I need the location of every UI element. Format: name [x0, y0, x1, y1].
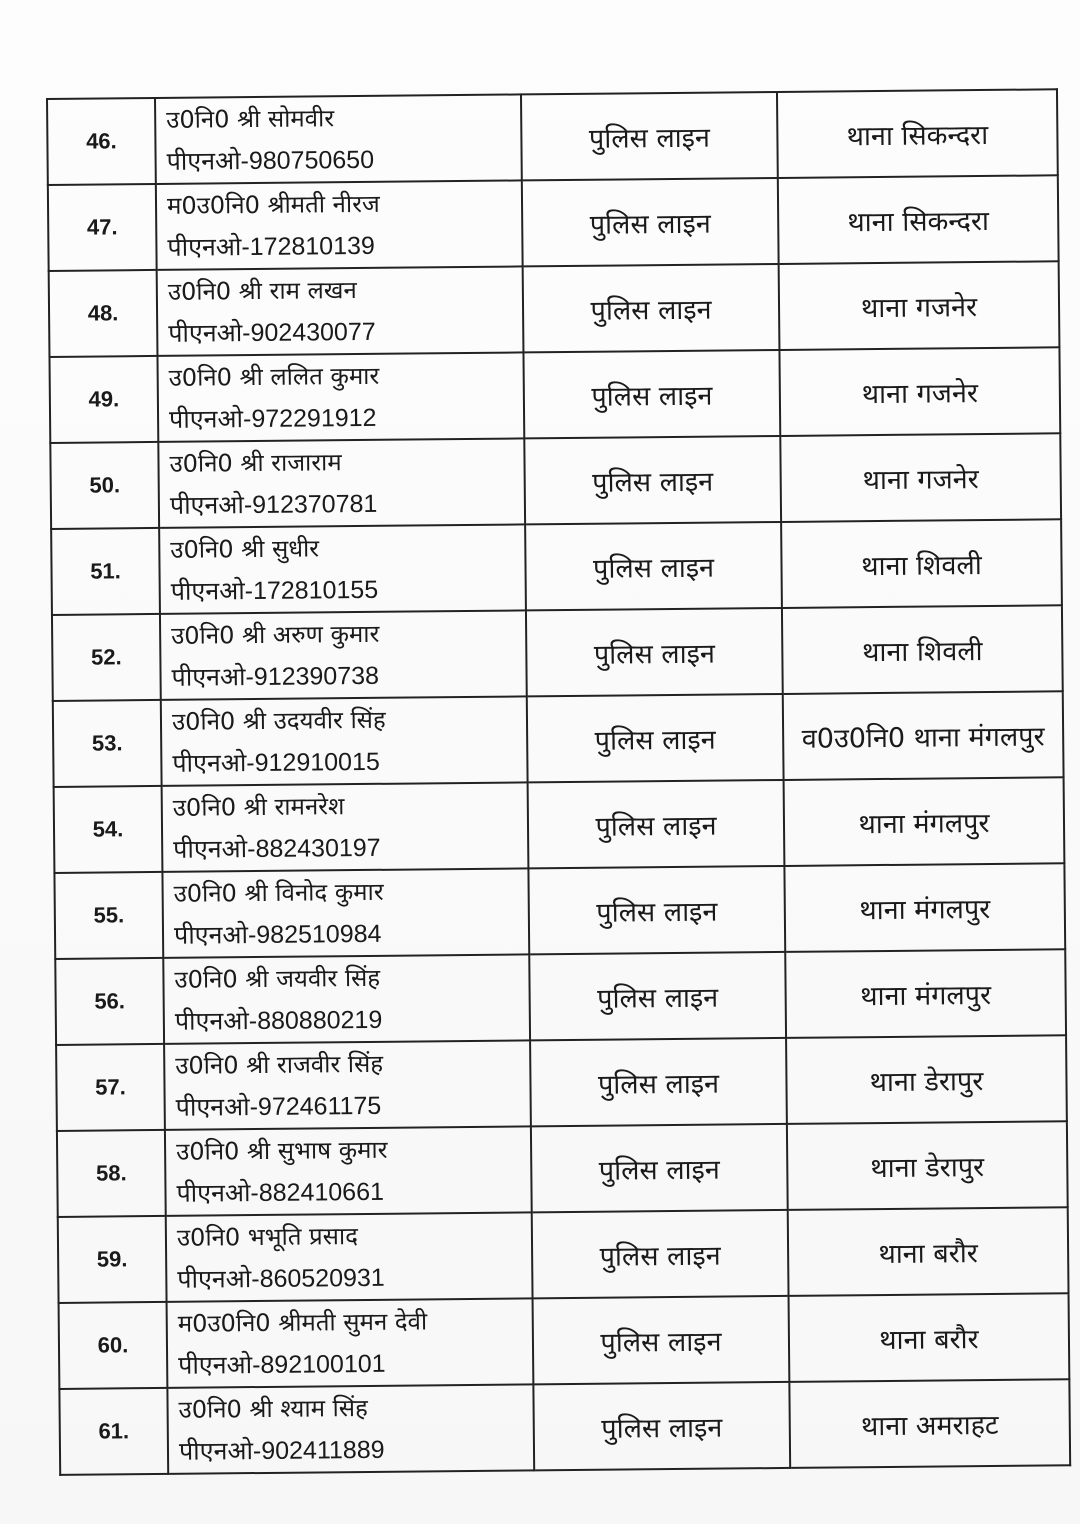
posted-from-cell: पुलिस लाइन: [523, 350, 780, 438]
posted-from-cell: पुलिस लाइन: [524, 436, 781, 524]
officer-cell: [161, 696, 528, 786]
officer-cell: [166, 1212, 533, 1302]
officer-name: उ0नि0 श्री राजवीर सिंह: [175, 1049, 384, 1080]
serial-number-cell: 52.: [52, 614, 161, 701]
officer-name: उ0नि0 श्री अरुण कुमार: [171, 619, 380, 650]
posted-to-cell: थाना बरौर: [789, 1293, 1070, 1382]
officer-name: उ0नि0 श्री श्याम सिंह: [178, 1393, 368, 1424]
posted-to-cell: थाना मंगलपुर: [784, 777, 1065, 866]
posted-from-cell: पुलिस लाइन: [532, 1210, 789, 1298]
posted-from-cell: पुलिस लाइन: [530, 1038, 787, 1126]
officer-name: उ0नि0 श्री उदयवीर सिंह: [171, 705, 386, 736]
posted-from-cell: पुलिस लाइन: [533, 1382, 790, 1470]
posted-to-cell: थाना अमराहट: [789, 1379, 1070, 1468]
transfer-list-sheet: [46, 88, 1069, 1476]
serial-number-cell: 55.: [54, 872, 163, 959]
officer-pno: पीएनओ-902430077: [168, 317, 376, 348]
posted-from-cell: पुलिस लाइन: [529, 952, 786, 1040]
table-row: [50, 433, 1061, 529]
officer-cell: [165, 1126, 532, 1216]
table-row: [48, 175, 1059, 271]
officer-cell: [164, 1040, 531, 1130]
officer-pno: पीएनओ-892100101: [178, 1349, 386, 1380]
table-row: [59, 1379, 1070, 1475]
officer-name: उ0नि0 श्री राम लखन: [167, 276, 357, 306]
serial-number-cell: 48.: [49, 270, 158, 357]
officer-pno: पीएनओ-912910015: [172, 747, 380, 778]
posted-to-cell: व0उ0नि0 थाना मंगलपुर: [783, 691, 1064, 780]
officer-name: उ0नि0 श्री सुधीर: [170, 534, 320, 564]
serial-number-cell: 54.: [54, 786, 163, 873]
posted-from-cell: पुलिस लाइन: [526, 608, 783, 696]
posted-from-cell: पुलिस लाइन: [522, 178, 779, 266]
officer-pno: पीएनओ-982510984: [173, 919, 382, 950]
posted-from-cell: पुलिस लाइन: [533, 1296, 790, 1384]
table-row: [57, 1121, 1068, 1217]
serial-number-cell: 61.: [59, 1388, 168, 1475]
serial-number-cell: 59.: [58, 1216, 167, 1303]
officer-cell: [167, 1384, 534, 1474]
officer-cell: [160, 610, 527, 700]
posted-to-cell: थाना मंगलपुर: [784, 863, 1065, 952]
serial-number-cell: 46.: [47, 98, 156, 185]
officer-pno: पीएनओ-882430197: [173, 833, 381, 864]
table-row: [49, 261, 1060, 357]
table-row: [47, 89, 1058, 185]
officer-cell: [158, 438, 525, 528]
table-row: [53, 691, 1064, 787]
officer-name: उ0नि0 श्री रामनरेश: [172, 792, 345, 822]
table-row: [51, 519, 1062, 615]
serial-number-cell: 51.: [51, 528, 160, 615]
table-row: [52, 605, 1063, 701]
serial-number-cell: 53.: [53, 700, 162, 787]
posted-to-cell: थाना गजनेर: [780, 433, 1061, 522]
posted-from-cell: पुलिस लाइन: [531, 1124, 788, 1212]
serial-number-cell: 56.: [55, 958, 164, 1045]
officer-name: उ0नि0 श्री ललित कुमार: [168, 361, 380, 392]
officer-cell: [156, 180, 523, 270]
posted-to-cell: थाना गजनेर: [779, 261, 1060, 350]
posted-to-cell: थाना सिकन्दरा: [777, 89, 1058, 178]
officer-pno: पीएनओ-172810155: [170, 575, 379, 606]
officer-pno: पीएनओ-172810139: [167, 231, 375, 262]
officer-pno: पीएनओ-860520931: [177, 1263, 385, 1294]
posted-to-cell: थाना डेरापुर: [787, 1121, 1068, 1210]
officer-name: उ0नि0 श्री विनोद कुमार: [173, 877, 384, 908]
officer-pno: पीएनओ-880880219: [174, 1005, 383, 1036]
posted-to-cell: थाना शिवली: [781, 519, 1062, 608]
officer-pno: पीएनओ-972291912: [168, 403, 377, 434]
officer-pno: पीएनओ-882410661: [176, 1177, 385, 1208]
table-row: [54, 863, 1065, 959]
officer-cell: [162, 782, 529, 872]
officer-name: उ0नि0 श्री सोमवीर: [166, 104, 335, 134]
posted-to-cell: थाना बरौर: [788, 1207, 1069, 1296]
officer-cell: [163, 954, 530, 1044]
transfer-table-body: [47, 89, 1070, 1475]
posted-from-cell: पुलिस लाइन: [525, 522, 782, 610]
table-row: [56, 1035, 1067, 1131]
officer-name: उ0नि0 श्री जयवीर सिंह: [174, 963, 381, 994]
table-row: [59, 1293, 1070, 1389]
serial-number-cell: 60.: [59, 1302, 168, 1389]
serial-number-cell: 58.: [57, 1130, 166, 1217]
posted-to-cell: थाना मंगलपुर: [785, 949, 1066, 1038]
posted-to-cell: थाना डेरापुर: [786, 1035, 1067, 1124]
posted-from-cell: पुलिस लाइन: [527, 694, 784, 782]
posted-from-cell: पुलिस लाइन: [528, 866, 785, 954]
officer-name: उ0नि0 भभूति प्रसाद: [176, 1222, 359, 1252]
officer-name: उ0नि0 श्री सुभाष कुमार: [175, 1135, 388, 1166]
serial-number-cell: 50.: [50, 442, 159, 529]
posted-from-cell: पुलिस लाइन: [523, 264, 780, 352]
serial-number-cell: 47.: [48, 184, 157, 271]
serial-number-cell: 49.: [49, 356, 158, 443]
table-row: [55, 949, 1066, 1045]
officer-cell: [167, 1298, 534, 1388]
transfer-table: [46, 88, 1071, 1476]
table-row: [49, 347, 1060, 443]
serial-number-cell: 57.: [56, 1044, 165, 1131]
officer-name: म0उ0नि0 श्रीमती सुमन देवी: [177, 1307, 428, 1338]
officer-pno: पीएनओ-972461175: [175, 1091, 382, 1122]
officer-cell: [159, 524, 526, 614]
table-row: [58, 1207, 1069, 1303]
table-row: [54, 777, 1065, 873]
posted-to-cell: थाना गजनेर: [779, 347, 1060, 436]
officer-name: उ0नि0 श्री राजाराम: [169, 448, 342, 478]
officer-pno: पीएनओ-980750650: [166, 145, 375, 176]
officer-cell: [157, 352, 524, 442]
posted-to-cell: थाना शिवली: [782, 605, 1063, 694]
officer-cell: [155, 94, 522, 184]
officer-pno: पीएनओ-912390738: [171, 661, 380, 692]
posted-to-cell: थाना सिकन्दरा: [778, 175, 1059, 264]
officer-cell: [162, 868, 529, 958]
posted-from-cell: पुलिस लाइन: [528, 780, 785, 868]
officer-pno: पीएनओ-902411889: [178, 1435, 385, 1466]
officer-pno: पीएनओ-912370781: [169, 489, 378, 520]
posted-from-cell: पुलिस लाइन: [521, 92, 778, 180]
officer-cell: [157, 266, 524, 356]
officer-name: म0उ0नि0 श्रीमती नीरज: [166, 189, 380, 220]
